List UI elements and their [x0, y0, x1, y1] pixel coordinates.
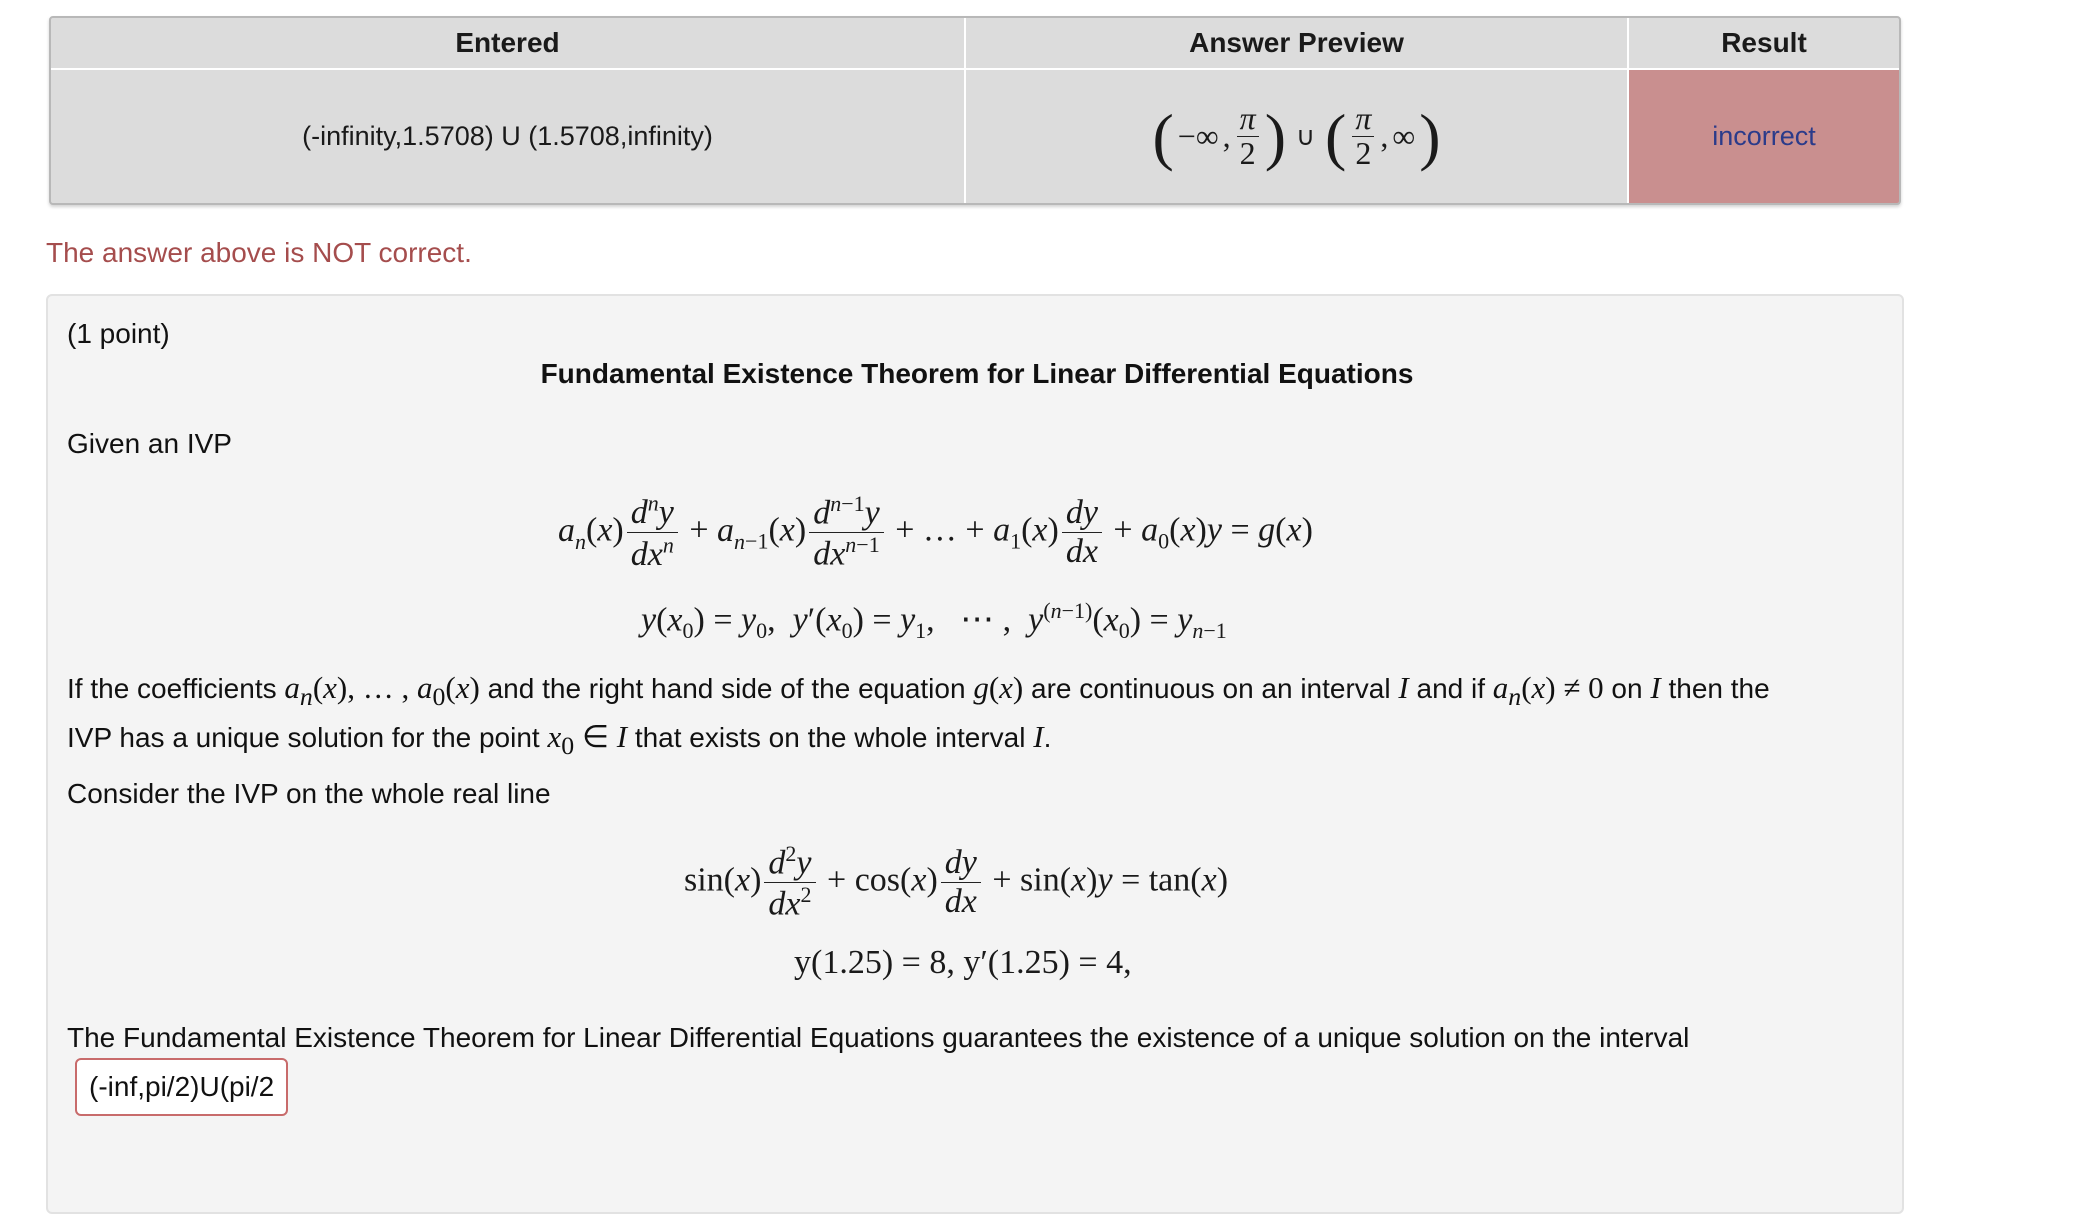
- pi-over-two-fraction: $\frac{\pi}{2}$: [1352, 102, 1374, 170]
- answer-input[interactable]: (-inf,pi/2)U(pi/2: [75, 1058, 288, 1116]
- pi-over-two-fraction: $\frac{\pi}{2}$: [1237, 102, 1259, 170]
- answer-preview-math: ( −∞ , $\frac{\pi}{2}$ ) ∪ ( $\frac{\pi}{2}$ , ∞ ): [1152, 100, 1441, 172]
- column-header-result: Result: [1627, 18, 1899, 70]
- problem-panel: [46, 294, 1904, 1214]
- general-ode-equation: $a_n(x)$ $\frac{d^ny}{dx^n}$ + $a_{n-1}(x)$ $\frac{d^{n-1}y}{dx^{n-1}}$ + … + $a_1(x)$ $\frac{dy}{dx}$ + $a_0(x)y = g(x)$: [558, 491, 1313, 573]
- column-header-entered: Entered: [51, 18, 964, 70]
- given-text: Given an IVP: [67, 428, 232, 459]
- answer-preview-cell: [964, 70, 1627, 203]
- results-table: [49, 16, 1901, 205]
- problem-title: Fundamental Existence Theorem for Linear Differential Equations: [540, 358, 1414, 389]
- status-message: The answer above is NOT correct.: [46, 237, 472, 268]
- specific-ode-equation: sin(x) $\frac{d^2y}{dx^2}$ + cos(x) $\frac{dy}{dx}$ + sin(x)y = tan(x): [684, 841, 1229, 923]
- question-text: The Fundamental Existence Theorem for Linear Differential Equations guarantees the existence of a unique solution on the interval: [67, 1022, 1690, 1053]
- point-value: (1 point): [67, 318, 170, 349]
- specific-initial-conditions: y(1.25) = 8, y′(1.25) = 4,: [794, 944, 1132, 981]
- consider-text: Consider the IVP on the whole real line: [67, 778, 551, 809]
- theorem-statement: If the coefficients $a_n(x)$, … , $a_0(x)$ and the right hand side of the equation g(x) are continuous on an interval I and if $a_n(x) \ne 0$ on I then the IVP has a unique solution for the point $x_0$ ∈ I that exists on the whole interval I.: [67, 670, 1770, 761]
- column-header-answer-preview: Answer Preview: [964, 18, 1627, 70]
- result-cell-incorrect: incorrect: [1627, 70, 1899, 203]
- general-initial-conditions: $y(x_0) = y_0$, $y'(x_0) = y_1$, ⋯ , $y^{(n-1)}(x_0) = y_{n-1}$: [641, 598, 1227, 644]
- entered-cell: (-infinity,1.5708) U (1.5708,infinity): [302, 121, 713, 151]
